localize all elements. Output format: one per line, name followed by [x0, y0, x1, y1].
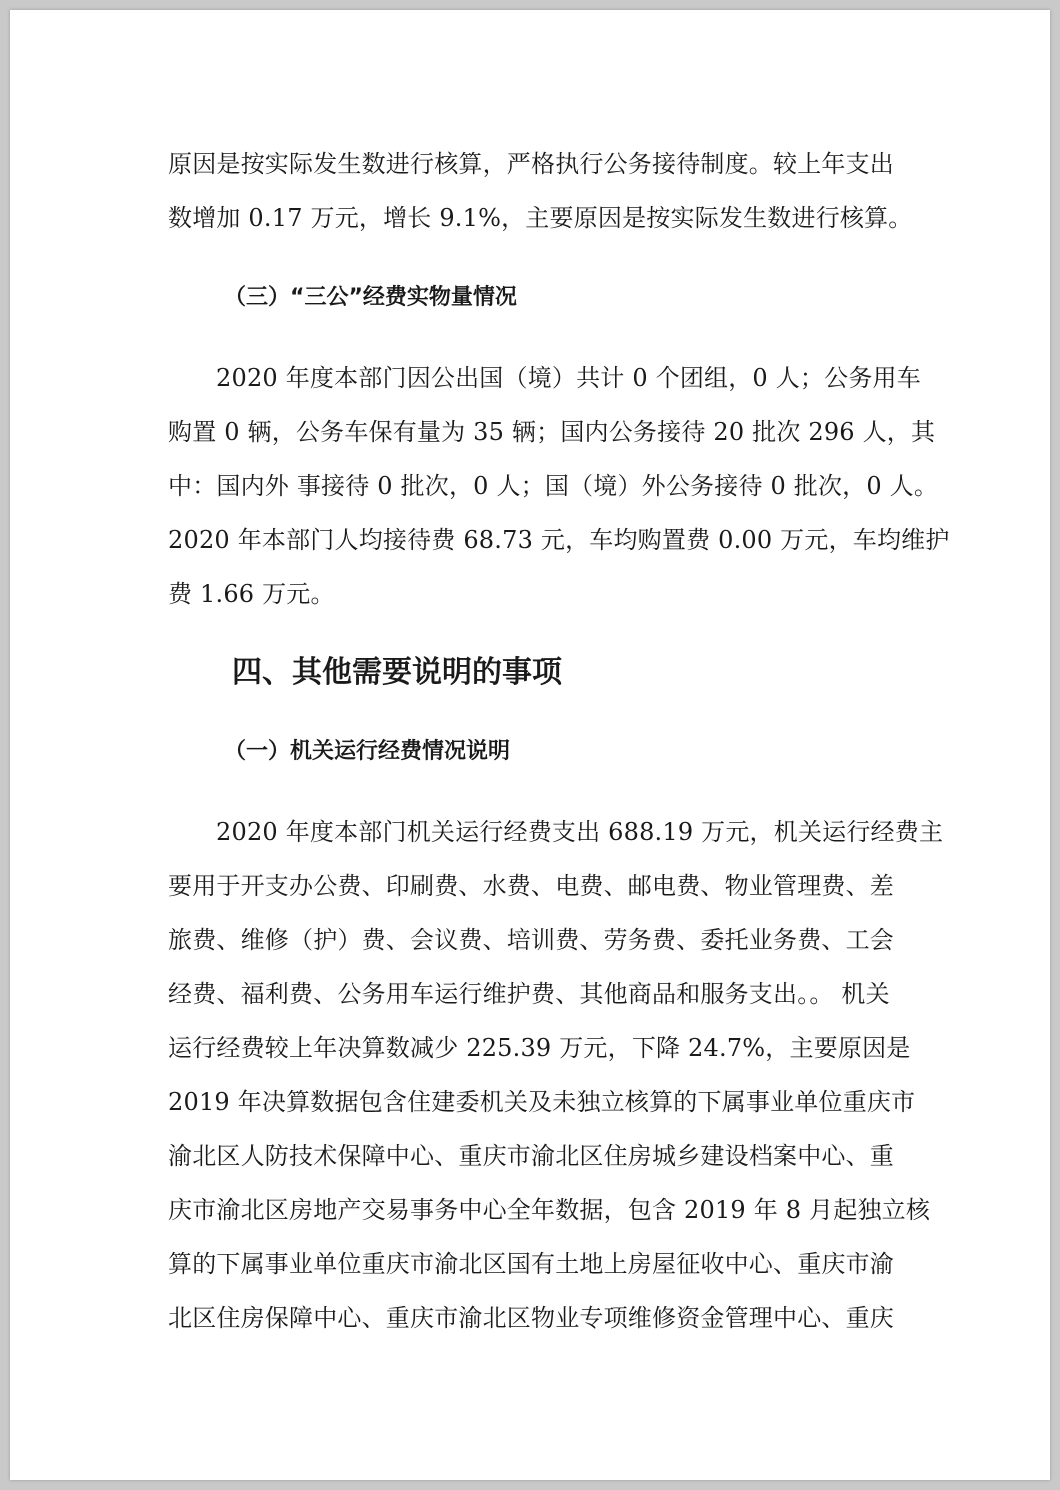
- paragraph-line: 算的下属事业单位重庆市渝北区国有土地上房屋征收中心、重庆市渝: [168, 1250, 894, 1278]
- paragraph-line: 2020 年本部门人均接待费 68.73 元，车均购置费 0.00 万元，车均维护: [168, 526, 950, 554]
- section-subheading: （三）“三公”经费实物量情况: [224, 285, 517, 310]
- section-heading: 四、其他需要说明的事项: [232, 655, 562, 690]
- paragraph-line: 旅费、维修（护）费、会议费、培训费、劳务费、委托业务费、工会: [168, 926, 894, 954]
- paragraph-line: 经费、福利费、公务用车运行维护费、其他商品和服务支出。。 机关: [168, 980, 890, 1008]
- paragraph-line: 庆市渝北区房地产交易事务中心全年数据，包含 2019 年 8 月起独立核: [168, 1196, 931, 1224]
- paragraph-line: 渝北区人防技术保障中心、重庆市渝北区住房城乡建设档案中心、重: [168, 1142, 894, 1170]
- paragraph-line: 原因是按实际发生数进行核算，严格执行公务接待制度。较上年支出: [168, 150, 894, 178]
- paragraph-line: 运行经费较上年决算数减少 225.39 万元，下降 24.7%，主要原因是: [168, 1034, 911, 1062]
- paragraph-line: 北区住房保障中心、重庆市渝北区物业专项维修资金管理中心、重庆: [168, 1304, 894, 1332]
- paragraph-line: 2020 年度本部门机关运行经费支出 688.19 万元，机关运行经费主: [216, 818, 944, 846]
- paragraph-line: 中：国内外 事接待 0 批次，0 人；国（境）外公务接待 0 批次，0 人。: [168, 472, 939, 500]
- paragraph-line: 费 1.66 万元。: [168, 580, 335, 608]
- paragraph-line: 2020 年度本部门因公出国（境）共计 0 个团组，0 人；公务用车: [216, 364, 921, 392]
- paragraph-line: 2019 年决算数据包含住建委机关及未独立核算的下属事业单位重庆市: [168, 1088, 916, 1116]
- paragraph-line: 购置 0 辆，公务车保有量为 35 辆；国内公务接待 20 批次 296 人，其: [168, 418, 936, 446]
- paragraph-line: 要用于开支办公费、印刷费、水费、电费、邮电费、物业管理费、差: [168, 872, 894, 900]
- section-subheading: （一）机关运行经费情况说明: [224, 739, 511, 764]
- paragraph-line: 数增加 0.17 万元，增长 9.1%，主要原因是按实际发生数进行核算。: [168, 204, 913, 232]
